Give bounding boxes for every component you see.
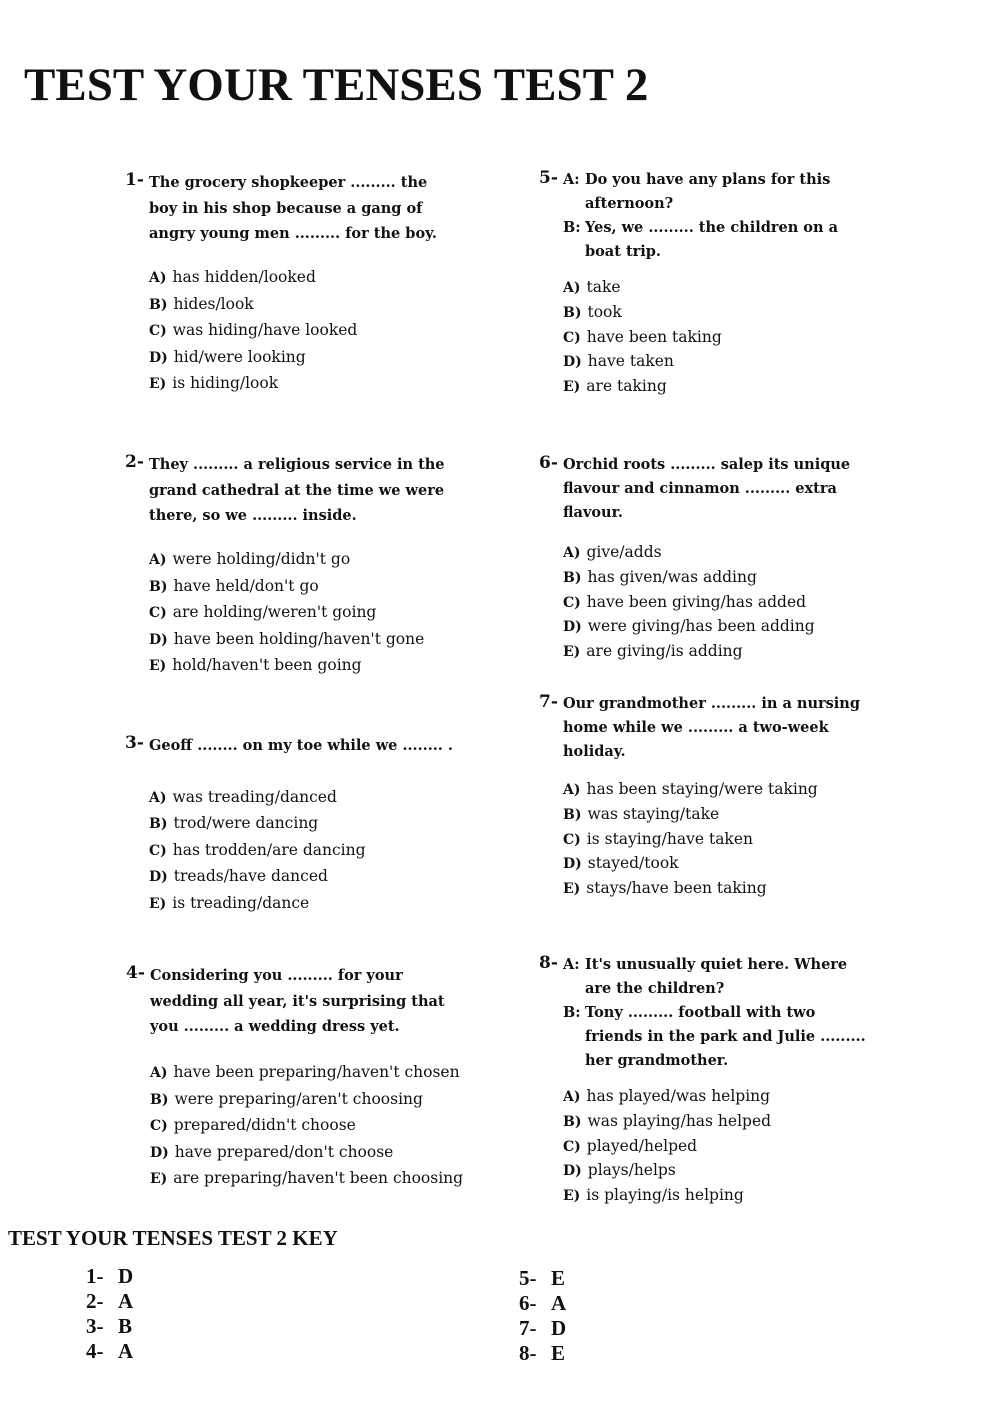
question-stem <box>149 452 529 529</box>
answer-option <box>563 350 943 375</box>
option-text: were holding/didn't go <box>172 550 351 569</box>
answer-option <box>563 1110 943 1135</box>
answer-options <box>563 276 943 400</box>
option-letter: C) <box>563 594 581 611</box>
answer-option <box>563 1135 943 1160</box>
option-letter: C) <box>149 842 167 859</box>
answer-option <box>150 1060 530 1087</box>
option-letter: B) <box>149 578 168 595</box>
option-text: have taken <box>587 352 674 371</box>
option-text: was playing/has helped <box>587 1111 772 1130</box>
option-letter: A) <box>149 270 167 287</box>
question-number: 6- <box>539 453 558 473</box>
option-text: are preparing/haven't been choosing <box>173 1169 464 1188</box>
question-number: 1- <box>125 170 144 190</box>
option-text: plays/helps <box>587 1161 676 1180</box>
option-text: give/adds <box>586 543 662 561</box>
stem-text: boy in his shop because a gang of <box>149 199 423 217</box>
option-letter: E) <box>149 376 167 393</box>
stem-line <box>149 221 529 247</box>
speaker-label: A: <box>563 171 580 188</box>
answer-key-number: 2- <box>86 1289 104 1313</box>
answer-option <box>149 864 529 891</box>
question-stem <box>563 953 943 1073</box>
stem-line <box>563 1025 943 1049</box>
question-4 <box>126 963 530 1193</box>
option-letter: A) <box>563 545 581 561</box>
stem-line <box>149 170 529 196</box>
question-number: 4- <box>126 963 145 983</box>
option-letter: C) <box>563 329 581 346</box>
answer-key-title: TEST YOUR TENSES TEST 2 KEY <box>8 1226 338 1250</box>
option-letter: D) <box>149 631 168 648</box>
answer-key-letter: A <box>551 1291 567 1315</box>
stem-line <box>563 1001 943 1025</box>
stem-text: Considering you ......... for your <box>150 967 403 984</box>
stem-text: afternoon? <box>585 195 674 212</box>
option-letter: B) <box>150 1091 169 1108</box>
answer-option <box>563 541 943 566</box>
question-number: 2- <box>125 452 144 472</box>
answer-key-number: 4- <box>86 1339 104 1363</box>
answer-option <box>149 292 529 319</box>
option-letter: D) <box>150 1144 169 1161</box>
option-letter: B) <box>563 806 582 823</box>
option-text: was staying/take <box>587 804 720 823</box>
answer-option <box>149 547 529 574</box>
option-letter: D) <box>149 349 168 366</box>
option-letter: D) <box>149 869 168 886</box>
option-text: have been giving/has added <box>586 592 807 611</box>
answer-key-letter: D <box>118 1264 134 1288</box>
stem-line <box>563 501 943 525</box>
answer-option <box>563 566 943 591</box>
answer-option <box>563 778 943 803</box>
question-2 <box>125 452 529 680</box>
stem-text: angry young men ......... for the boy. <box>149 225 437 243</box>
answer-options <box>563 541 943 665</box>
option-letter: B) <box>563 569 582 586</box>
question-stem <box>150 963 530 1040</box>
option-text: is hiding/look <box>172 374 279 393</box>
stem-line <box>563 716 943 740</box>
answer-option <box>149 600 529 627</box>
stem-line <box>150 963 530 989</box>
option-letter: A) <box>149 789 167 806</box>
option-letter: B) <box>149 816 168 833</box>
stem-line <box>563 453 943 477</box>
option-text: were preparing/aren't choosing <box>174 1089 423 1108</box>
answer-option <box>149 265 529 292</box>
stem-line <box>563 692 943 716</box>
stem-text: They ......... a religious service in the <box>149 456 445 473</box>
option-letter: C) <box>150 1118 168 1135</box>
answer-option <box>149 318 529 345</box>
answer-key-item <box>519 1266 566 1291</box>
stem-text: there, so we ......... inside. <box>149 507 357 525</box>
stem-text: holiday. <box>563 743 626 760</box>
question-1 <box>125 170 529 398</box>
question-5 <box>539 168 943 400</box>
answer-key-item <box>86 1264 133 1289</box>
option-letter: D) <box>563 856 582 873</box>
stem-text: It's unusually quiet here. Where <box>585 956 848 973</box>
stem-text: boat trip. <box>585 243 661 260</box>
stem-text: The grocery shopkeeper ......... the <box>149 174 428 191</box>
answer-option <box>149 838 529 865</box>
answer-key-letter: B <box>118 1314 133 1338</box>
answer-key-column <box>519 1266 566 1366</box>
question-number: 8- <box>539 953 558 973</box>
stem-text: you ......... a wedding dress yet. <box>150 1018 400 1036</box>
answer-option <box>149 891 529 918</box>
stem-line <box>149 196 529 222</box>
stem-text: friends in the park and Julie ......... <box>585 1028 866 1045</box>
stem-text: Do you have any plans for this <box>585 171 831 188</box>
option-text: prepared/didn't choose <box>173 1116 356 1135</box>
option-text: have been taking <box>586 327 722 346</box>
option-text: treads/have danced <box>173 867 328 886</box>
answer-option <box>563 301 943 326</box>
stem-text: flavour. <box>563 504 623 521</box>
stem-line <box>149 452 529 478</box>
option-text: take <box>586 278 621 296</box>
answer-option <box>149 574 529 601</box>
answer-option <box>563 852 943 877</box>
option-text: is staying/have taken <box>586 829 753 848</box>
option-text: was hiding/have looked <box>172 321 358 340</box>
answer-key-item <box>86 1339 133 1364</box>
answer-option <box>563 803 943 828</box>
option-letter: A) <box>563 782 581 798</box>
option-text: were giving/has been adding <box>587 617 815 636</box>
speaker-label: B: <box>563 219 581 236</box>
stem-text: Tony ......... football with two <box>585 1004 816 1021</box>
option-text: are holding/weren't going <box>172 603 377 622</box>
option-letter: D) <box>563 619 582 636</box>
option-letter: A) <box>150 1065 168 1082</box>
option-letter: B) <box>563 304 582 321</box>
stem-text: home while we ......... a two-week <box>563 719 829 736</box>
answer-option <box>563 828 943 853</box>
page-title: TEST YOUR TENSES TEST 2 <box>24 59 649 111</box>
answer-options <box>150 1060 530 1193</box>
option-letter: B) <box>149 296 168 313</box>
option-text: has hidden/looked <box>172 268 316 287</box>
stem-line <box>563 240 943 264</box>
option-text: was treading/danced <box>172 787 337 806</box>
stem-line <box>149 478 529 504</box>
answer-option <box>149 345 529 372</box>
option-letter: C) <box>149 323 167 340</box>
question-3 <box>125 733 529 918</box>
answer-key-item <box>519 1341 566 1366</box>
question-number: 7- <box>539 692 558 712</box>
stem-text: flavour and cinnamon ......... extra <box>563 480 837 497</box>
answer-key-letter: E <box>551 1266 566 1290</box>
answer-option <box>563 1085 943 1110</box>
stem-line <box>563 192 943 216</box>
answer-option <box>563 276 943 301</box>
option-text: hid/were looking <box>173 347 306 366</box>
option-letter: A) <box>149 552 167 569</box>
option-text: are giving/is adding <box>586 642 743 661</box>
option-letter: C) <box>149 605 167 622</box>
stem-text: wedding all year, it's surprising that <box>150 992 445 1010</box>
option-text: are taking <box>586 377 667 396</box>
answer-key-number: 7- <box>519 1316 537 1340</box>
speaker-label: A: <box>563 956 580 973</box>
answer-key-item <box>519 1291 566 1316</box>
answer-option <box>149 811 529 838</box>
option-text: is playing/is helping <box>586 1186 744 1205</box>
question-number: 3- <box>125 733 144 753</box>
question-8 <box>539 953 943 1209</box>
answer-options <box>149 265 529 398</box>
answer-key-letter: A <box>118 1339 134 1363</box>
answer-option <box>563 615 943 640</box>
option-letter: E) <box>150 1171 168 1188</box>
question-number: 5- <box>539 168 558 188</box>
stem-text: are the children? <box>585 980 725 997</box>
option-letter: E) <box>563 881 581 898</box>
answer-option <box>149 653 529 680</box>
answer-key-column <box>86 1264 133 1364</box>
answer-key-letter: D <box>551 1316 567 1340</box>
option-letter: D) <box>563 354 582 371</box>
option-text: have held/don't go <box>173 576 319 595</box>
option-text: has trodden/are dancing <box>172 840 366 859</box>
answer-option <box>563 640 943 665</box>
answer-option <box>563 1184 943 1209</box>
option-text: stayed/took <box>587 854 679 873</box>
option-text: have prepared/don't choose <box>174 1142 394 1161</box>
answer-option <box>563 326 943 351</box>
question-stem <box>149 733 529 759</box>
answer-key-item <box>86 1289 133 1314</box>
option-text: has been staying/were taking <box>586 780 818 798</box>
option-letter: B) <box>563 1113 582 1130</box>
answer-key-letter: A <box>118 1289 134 1313</box>
answer-option <box>149 627 529 654</box>
stem-line <box>149 503 529 529</box>
answer-option <box>563 375 943 400</box>
answer-key-item <box>519 1316 566 1341</box>
option-text: has played/was helping <box>586 1087 771 1105</box>
stem-line <box>563 977 943 1001</box>
answer-option <box>150 1166 530 1193</box>
option-letter: A) <box>563 1089 581 1105</box>
option-text: is treading/dance <box>172 894 310 913</box>
question-stem <box>563 453 943 525</box>
option-letter: D) <box>563 1163 582 1180</box>
stem-line <box>563 216 943 240</box>
option-letter: E) <box>149 896 167 913</box>
stem-text: grand cathedral at the time we were <box>149 481 445 499</box>
question-stem <box>563 168 943 264</box>
option-letter: A) <box>563 280 581 296</box>
answer-key-letter: E <box>551 1341 566 1365</box>
option-letter: C) <box>563 1138 581 1155</box>
question-stem <box>563 692 943 764</box>
stem-text: her grandmother. <box>585 1052 729 1069</box>
answer-option <box>563 1159 943 1184</box>
stem-line <box>563 1049 943 1073</box>
answer-key-number: 1- <box>86 1264 104 1288</box>
answer-options <box>563 778 943 902</box>
answer-option <box>150 1140 530 1167</box>
option-letter: E) <box>563 1188 581 1205</box>
option-text: played/helped <box>586 1136 698 1155</box>
speaker-label: B: <box>563 1004 581 1021</box>
answer-option <box>563 877 943 902</box>
answer-option <box>150 1113 530 1140</box>
answer-options <box>149 547 529 680</box>
stem-line <box>563 740 943 764</box>
question-6 <box>539 453 943 665</box>
stem-line <box>150 989 530 1015</box>
option-letter: E) <box>563 644 581 661</box>
stem-line <box>563 953 943 977</box>
answer-key-number: 5- <box>519 1266 537 1290</box>
option-text: hides/look <box>173 294 254 313</box>
stem-line <box>149 733 529 759</box>
option-letter: E) <box>563 379 581 396</box>
answer-option <box>149 371 529 398</box>
option-letter: C) <box>563 831 581 848</box>
option-text: took <box>587 302 622 321</box>
option-text: have been preparing/haven't chosen <box>173 1063 460 1082</box>
answer-key-number: 6- <box>519 1291 537 1315</box>
stem-text: Our grandmother ......... in a nursing <box>563 695 860 712</box>
stem-text: Geoff ........ on my toe while we ........ . <box>149 737 453 754</box>
option-text: trod/were dancing <box>173 814 319 833</box>
stem-text: Orchid roots ......... salep its unique <box>563 456 851 473</box>
answer-key-item <box>86 1314 133 1339</box>
option-text: hold/haven't been going <box>172 656 362 675</box>
option-text: stays/have been taking <box>586 879 767 898</box>
stem-line <box>563 168 943 192</box>
option-letter: E) <box>149 658 167 675</box>
answer-options <box>149 785 529 918</box>
answer-key-number: 8- <box>519 1341 537 1365</box>
answer-option <box>563 591 943 616</box>
stem-text: Yes, we ......... the children on a <box>585 219 838 236</box>
answer-option <box>150 1087 530 1114</box>
answer-option <box>149 785 529 812</box>
stem-line <box>150 1014 530 1040</box>
answer-key-number: 3- <box>86 1314 104 1338</box>
question-stem <box>149 170 529 247</box>
stem-line <box>563 477 943 501</box>
answer-options <box>563 1085 943 1209</box>
question-7 <box>539 692 943 902</box>
option-text: has given/was adding <box>587 567 757 586</box>
option-text: have been holding/haven't gone <box>173 629 425 648</box>
